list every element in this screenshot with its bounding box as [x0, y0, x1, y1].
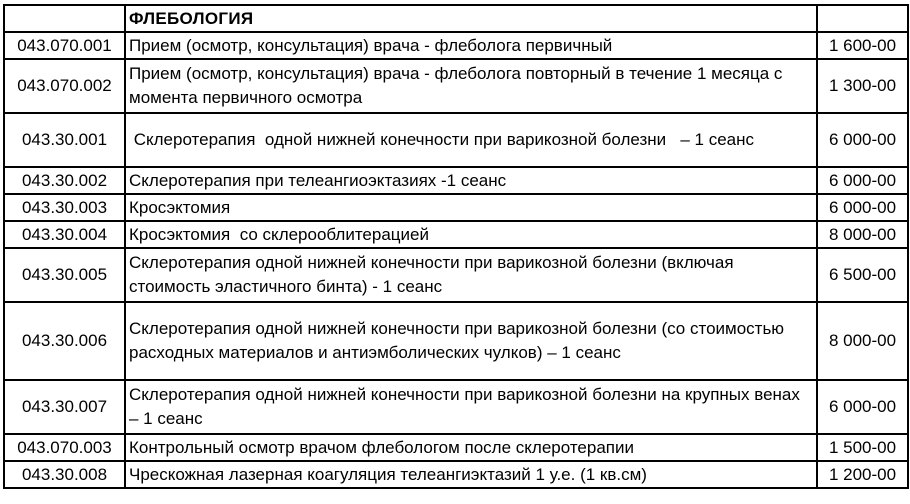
service-price: 8 000-00 — [817, 221, 908, 248]
service-name: Склеротерапия одной нижней конечности при варикозной болезни – 1 сеанс — [125, 113, 817, 167]
service-name: Чрескожная лазерная коагуляция телеангиэктазий 1 у.е. (1 кв.см) — [125, 461, 817, 488]
table-row — [4, 434, 908, 461]
service-price: 1 500-00 — [817, 434, 908, 461]
service-code: 043.30.007 — [4, 380, 125, 434]
service-code: 043.070.003 — [4, 434, 125, 461]
service-price: 6 000-00 — [817, 194, 908, 221]
service-name: Склеротерапия одной нижней конечности при варикозной болезни (со стоимостью расходных материалов и антиэмболических чулков) – 1 сеанс — [125, 302, 817, 380]
table-row — [4, 248, 908, 302]
service-price: 1 200-00 — [817, 461, 908, 488]
section-header-row — [4, 5, 908, 32]
service-code: 043.30.002 — [4, 167, 125, 194]
table-row — [4, 167, 908, 194]
table-row — [4, 113, 908, 167]
service-code: 043.30.004 — [4, 221, 125, 248]
service-name: Кросэктомия со склерооблитерацией — [125, 221, 817, 248]
service-code: 043.070.002 — [4, 59, 125, 113]
service-name: Склеротерапия одной нижней конечности при варикозной болезни на крупных венах – 1 сеанс — [125, 380, 817, 434]
service-price: 1 300-00 — [817, 59, 908, 113]
table-row — [4, 194, 908, 221]
service-name: Прием (осмотр, консультация) врача - флеболога первичный — [125, 32, 817, 59]
table-row — [4, 302, 908, 380]
service-name: Кросэктомия — [125, 194, 817, 221]
service-price: 6 000-00 — [817, 380, 908, 434]
table-row — [4, 380, 908, 434]
service-code: 043.30.008 — [4, 461, 125, 488]
service-price: 6 000-00 — [817, 113, 908, 167]
service-name: Склеротерапия одной нижней конечности при варикозной болезни (включая стоимость эластичного бинта) - 1 сеанс — [125, 248, 817, 302]
table-row — [4, 461, 908, 488]
service-price: 6 500-00 — [817, 248, 908, 302]
service-code: 043.30.003 — [4, 194, 125, 221]
service-price: 8 000-00 — [817, 302, 908, 380]
table-row — [4, 221, 908, 248]
section-title: ФЛЕБОЛОГИЯ — [125, 5, 817, 32]
service-code: 043.070.001 — [4, 32, 125, 59]
service-name: Контрольный осмотр врачом флебологом после склеротерапии — [125, 434, 817, 461]
section-price-cell — [817, 5, 908, 32]
service-name: Прием (осмотр, консультация) врача - флеболога повторный в течение 1 месяца с момента первичного осмотра — [125, 59, 817, 113]
section-code-cell — [4, 5, 125, 32]
price-list-table — [3, 4, 909, 489]
table-row — [4, 32, 908, 59]
service-code: 043.30.001 — [4, 113, 125, 167]
service-name: Склеротерапия при телеангиоэктазиях -1 сеанс — [125, 167, 817, 194]
table-row — [4, 59, 908, 113]
service-price: 1 600-00 — [817, 32, 908, 59]
service-code: 043.30.005 — [4, 248, 125, 302]
service-price: 6 000-00 — [817, 167, 908, 194]
service-code: 043.30.006 — [4, 302, 125, 380]
